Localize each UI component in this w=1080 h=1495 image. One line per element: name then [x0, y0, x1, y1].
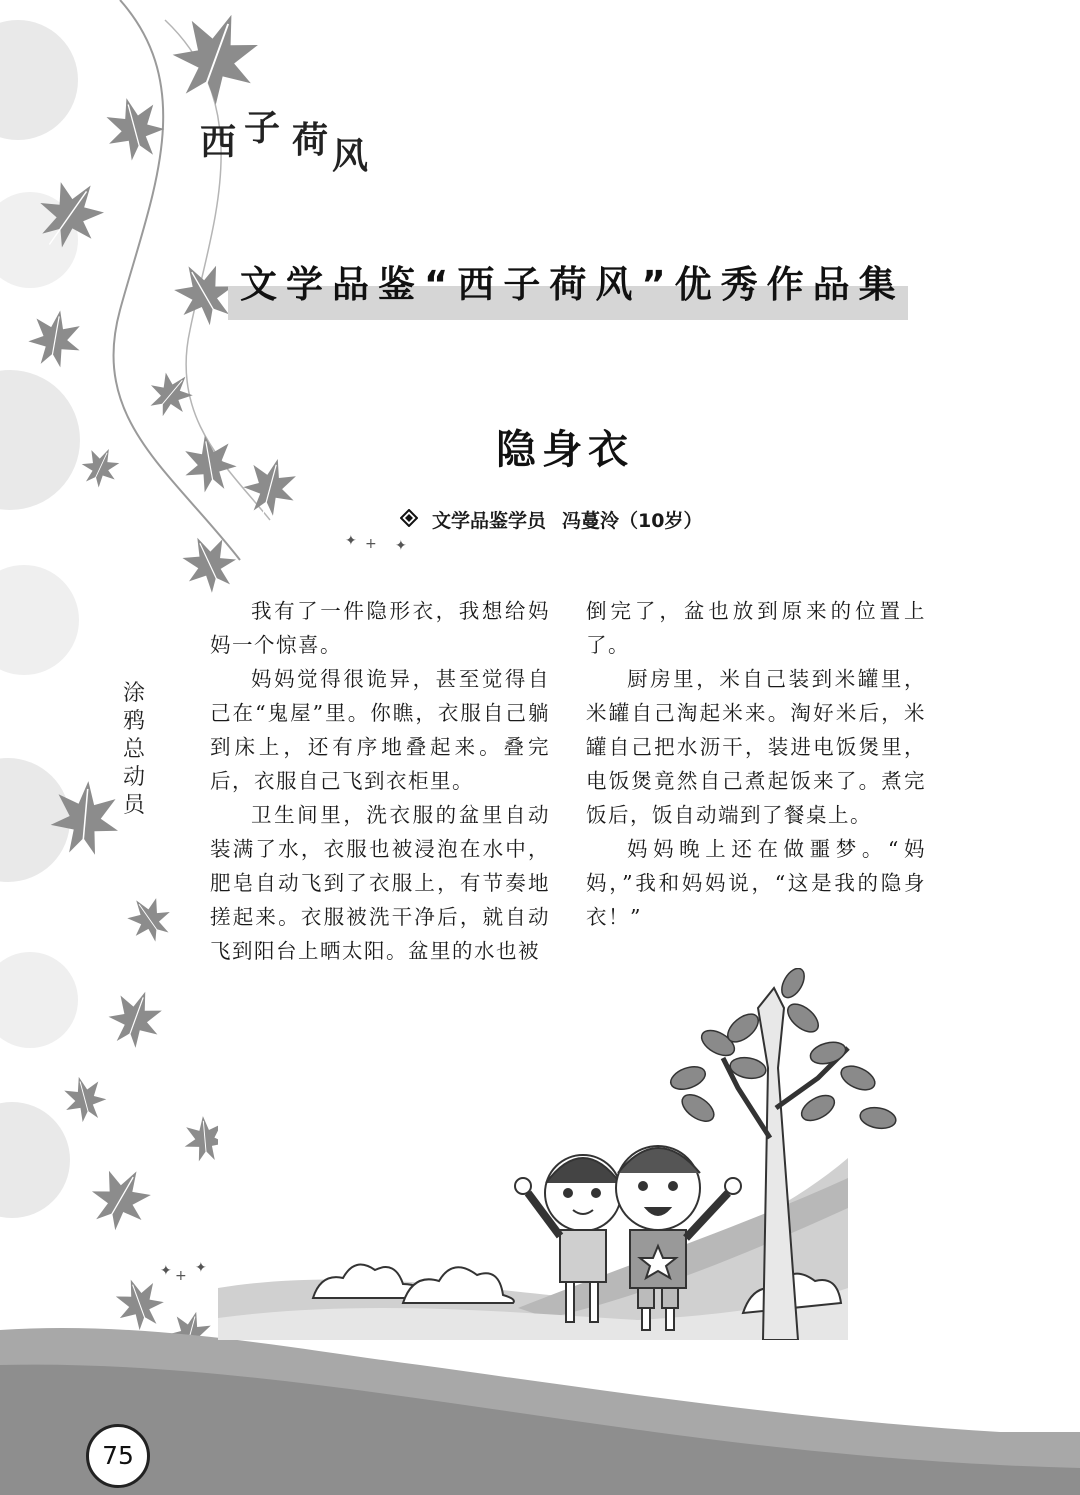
maple-leaf-icon [79, 1157, 162, 1243]
byline-role: 文学品鉴学员 [432, 510, 547, 532]
maple-leaf-icon [75, 441, 126, 494]
series-title: 文学品鉴“西子荷风”优秀作品集 [240, 263, 905, 306]
article-paragraph: 卫生间里，洗衣服的盆里自动装满了水，衣服也被浸泡在水中，肥皂自动飞到了衣服上，有节奏地搓起来。衣服被洗干净后，就自动飞到阳台上晒太阳。盆里的水也被 [210, 803, 550, 963]
side-label-char: 员 [122, 793, 145, 818]
side-label-char: 鸦 [122, 709, 145, 734]
maple-leaf-icon [174, 527, 246, 603]
section-side-label [114, 680, 154, 820]
maple-leaf-icon [100, 983, 169, 1057]
maple-leaf-icon [237, 452, 303, 523]
side-label-char: 涂 [122, 681, 145, 706]
article-paragraph: 妈妈晚上还在做噩梦。“妈妈，”我和妈妈说，“这是我的隐身衣！” [586, 837, 926, 929]
svg-text:✦: ✦ [345, 533, 357, 549]
side-label-char: 动 [122, 765, 145, 790]
article-paragraph: 妈妈觉得很诡异，甚至觉得自己在“鬼屋”里。你瞧，衣服自己躺到床上，还有序地叠起来。叠完后，衣服自己飞到衣柜里。 [210, 667, 550, 793]
diamond-bullet-icon [400, 509, 422, 532]
brand-char: 西 [200, 122, 237, 163]
article-paragraph: 我有了一件隐形衣，我想给妈妈一个惊喜。 [210, 599, 550, 657]
svg-text:✦: ✦ [395, 538, 407, 554]
svg-text:+: + [175, 1268, 187, 1284]
page-number: 75 [86, 1424, 150, 1488]
brand-char: 子 [244, 108, 281, 149]
kids-tree-illustration [218, 968, 913, 1340]
vine-line [114, 0, 240, 560]
byline-author: 冯蔓泠（10岁） [562, 510, 703, 532]
maple-leaf-icon [109, 1272, 171, 1339]
maple-leaf-icon [179, 431, 241, 499]
byline [400, 506, 820, 533]
article-paragraph: 厨房里，米自己装到米罐里，米罐自己淘起米来。淘好米后，米罐自己把水沥干，装进电饭煲里，电饭煲竟然自己煮起饭来了。煮完饭后，饭自动端到了餐桌上。 [586, 667, 926, 827]
article-column-right [586, 594, 926, 934]
article-title: 隐身衣 [496, 427, 634, 473]
maple-leaf-icon [59, 1071, 112, 1128]
maple-leaf-icon [119, 888, 181, 951]
article-paragraph-continued: 倒完了，盆也放到原来的位置上了。 [586, 599, 926, 657]
article-column-left [210, 594, 550, 968]
svg-text:✦: ✦ [160, 1263, 172, 1279]
side-label-char: 总 [122, 737, 145, 762]
maple-leaf-icon [139, 363, 202, 427]
maple-leaf-icon [24, 306, 86, 374]
svg-text:✦: ✦ [195, 1260, 207, 1276]
svg-text:+: + [365, 536, 377, 552]
brand-char: 风 [332, 136, 369, 177]
column-brand-logo [200, 100, 400, 177]
brand-char: 荷 [292, 120, 329, 161]
